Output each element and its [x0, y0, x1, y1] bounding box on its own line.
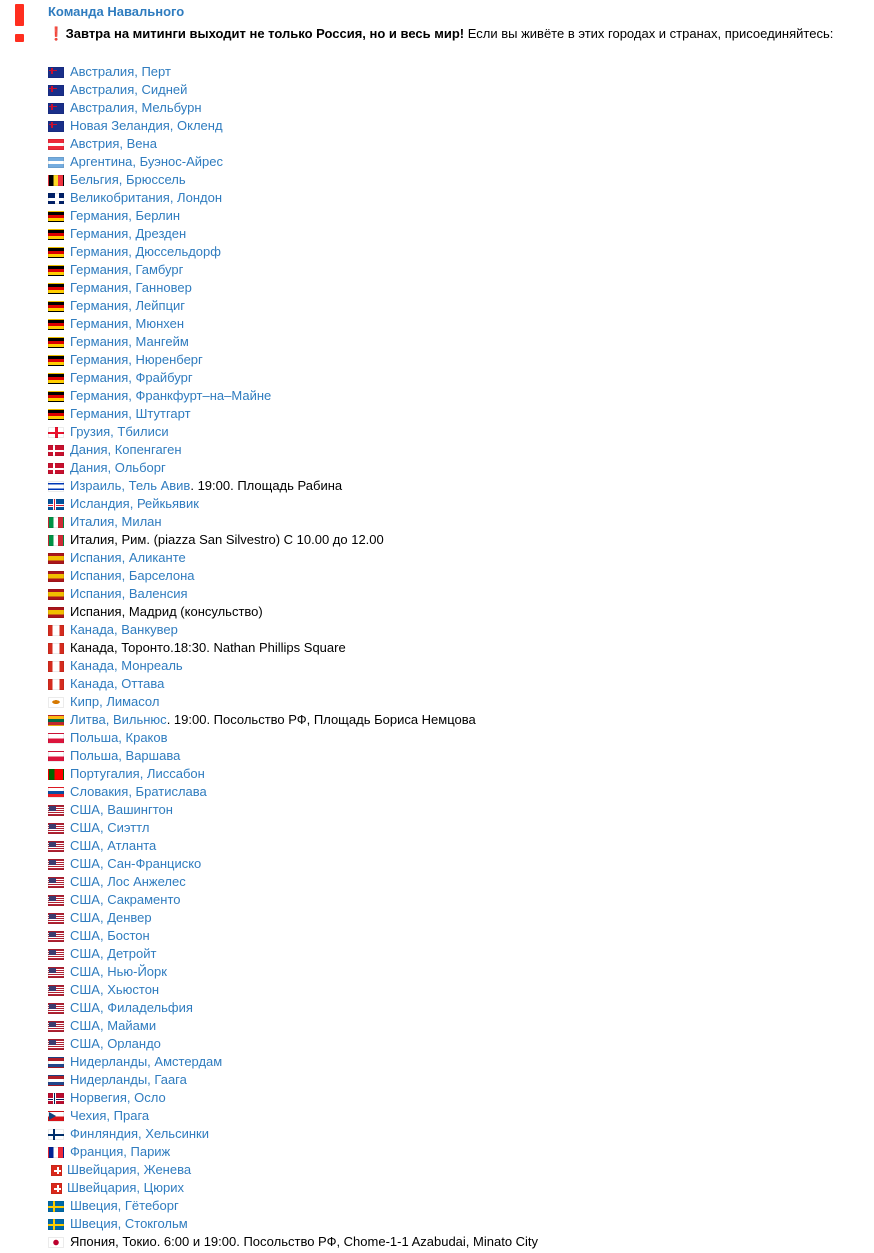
flag-de-icon	[48, 229, 64, 240]
flag-us-icon	[48, 949, 64, 960]
flag-se-icon	[48, 1219, 64, 1230]
list-item	[48, 747, 870, 765]
list-item	[48, 495, 870, 513]
city-link[interactable]: Словакия, Братислава	[70, 784, 207, 799]
list-item	[48, 873, 870, 891]
flag-it-icon	[48, 517, 64, 528]
flag-us-icon	[48, 967, 64, 978]
city-link[interactable]: Австралия, Мельбурн	[70, 100, 202, 115]
list-item	[48, 459, 870, 477]
flag-nl-icon	[48, 1075, 64, 1086]
list-item	[48, 567, 870, 585]
flag-us-icon	[48, 1039, 64, 1050]
city-link[interactable]: Германия, Фрайбург	[70, 370, 193, 385]
city-link[interactable]: США, Орландо	[70, 1036, 161, 1051]
city-link[interactable]: Кипр, Лимасол	[70, 694, 160, 709]
city-link[interactable]: США, Денвер	[70, 910, 152, 925]
flag-at-icon	[48, 139, 64, 150]
intro-bold: Завтра на митинги выходит не только Россия, но и весь мир!	[65, 26, 465, 41]
city-link[interactable]: Нидерланды, Амстердам	[70, 1054, 223, 1069]
flag-ca-icon	[48, 625, 64, 636]
list-item	[48, 225, 870, 243]
city-text: Канада, Торонто.18:30. Nathan Phillips Square	[70, 640, 346, 655]
list-item	[48, 1197, 870, 1215]
list-item	[48, 315, 870, 333]
event-details: . 19:00. Посольство РФ, Площадь Бориса Немцова	[166, 712, 476, 727]
list-item	[48, 729, 870, 747]
flag-de-icon	[48, 301, 64, 312]
city-link[interactable]: Дания, Ольборг	[70, 460, 166, 475]
list-item	[48, 549, 870, 567]
list-item	[48, 531, 870, 549]
city-link[interactable]: Дания, Копенгаген	[70, 442, 182, 457]
flag-pt-icon	[48, 769, 64, 780]
list-item	[48, 297, 870, 315]
flag-us-icon	[48, 913, 64, 924]
list-item	[48, 387, 870, 405]
flag-es-icon	[48, 607, 64, 618]
list-item	[48, 585, 870, 603]
list-item	[48, 333, 870, 351]
list-item	[48, 639, 870, 657]
city-link[interactable]: Германия, Нюренберг	[70, 352, 203, 367]
list-item	[48, 405, 870, 423]
flag-us-icon	[48, 1021, 64, 1032]
list-item	[48, 783, 870, 801]
list-item	[48, 63, 870, 81]
list-item	[48, 891, 870, 909]
intro-text: Если вы живёте в этих городах и странах, присоединяйтесь:	[464, 26, 834, 41]
sender-name[interactable]: Команда Навального	[48, 4, 185, 19]
city-text: Италия, Рим. (piazza San Silvestro) С 10.00 до 12.00	[70, 532, 384, 547]
flag-es-icon	[48, 589, 64, 600]
city-link[interactable]: Великобритания, Лондон	[70, 190, 222, 205]
exclamation-icon: ❗	[48, 26, 65, 41]
list-item	[48, 441, 870, 459]
city-link[interactable]: Австрия, Вена	[70, 136, 157, 151]
city-link[interactable]: США, Сиэттл	[70, 820, 150, 835]
flag-cz-icon	[48, 1111, 64, 1122]
flag-no-icon	[48, 1093, 64, 1104]
flag-fr-icon	[48, 1147, 64, 1158]
list-item	[48, 351, 870, 369]
flag-us-icon	[48, 895, 64, 906]
list-item	[48, 927, 870, 945]
flag-ch-icon	[51, 1165, 62, 1176]
list-item	[48, 675, 870, 693]
city-link[interactable]: США, Атланта	[70, 838, 157, 853]
flag-dk-icon	[48, 445, 64, 456]
city-link[interactable]: Германия, Мангейм	[70, 334, 189, 349]
city-link[interactable]: Литва, Вильнюс	[70, 712, 167, 727]
list-item	[48, 513, 870, 531]
city-link[interactable]: Канада, Ванкувер	[70, 622, 178, 637]
list-item	[48, 423, 870, 441]
flag-se-icon	[48, 1201, 64, 1212]
city-link[interactable]: Испания, Барселона	[70, 568, 195, 583]
list-item	[48, 189, 870, 207]
list-item	[48, 1035, 870, 1053]
flag-de-icon	[48, 247, 64, 258]
list-item	[48, 801, 870, 819]
city-link[interactable]: США, Нью-Йорк	[70, 964, 167, 979]
flag-de-icon	[48, 283, 64, 294]
list-item	[48, 261, 870, 279]
list-item	[48, 477, 870, 495]
flag-fi-icon	[48, 1129, 64, 1140]
city-link[interactable]: США, Детройт	[70, 946, 157, 961]
message-intro	[48, 25, 870, 43]
list-item	[48, 603, 870, 621]
message	[48, 3, 870, 1251]
flag-de-icon	[48, 355, 64, 366]
city-link[interactable]: Израиль, Тель Авив	[70, 478, 191, 493]
list-item	[48, 1053, 870, 1071]
list-item	[48, 171, 870, 189]
flag-de-icon	[48, 265, 64, 276]
list-item	[48, 243, 870, 261]
city-link[interactable]: США, Вашингтон	[70, 802, 173, 817]
flag-de-icon	[48, 409, 64, 420]
city-link[interactable]: Швеция, Гётеборг	[70, 1198, 179, 1213]
flag-ca-icon	[48, 643, 64, 654]
flag-nz-icon	[48, 121, 64, 132]
city-link[interactable]: Германия, Франкфурт–на–Майне	[70, 388, 272, 403]
city-link[interactable]: США, Майами	[70, 1018, 157, 1033]
list-item	[48, 837, 870, 855]
city-link[interactable]: Чехия, Прага	[70, 1108, 150, 1123]
city-link[interactable]: Франция, Париж	[70, 1144, 171, 1159]
flag-be-icon	[48, 175, 64, 186]
flag-ca-icon	[48, 661, 64, 672]
flag-dk-icon	[48, 463, 64, 474]
flag-es-icon	[48, 571, 64, 582]
list-item	[48, 99, 870, 117]
list-item	[48, 693, 870, 711]
city-link[interactable]: Финляндия, Хельсинки	[70, 1126, 209, 1141]
list-item	[48, 279, 870, 297]
flag-jp-icon	[48, 1237, 64, 1248]
city-text: Япония, Токио. 6:00 и 19:00. Посольство РФ, Chome-1-1 Azabudai, Minato City	[70, 1234, 539, 1249]
list-item	[48, 1071, 870, 1089]
list-item	[48, 1125, 870, 1143]
city-link[interactable]: Швеция, Стокгольм	[70, 1216, 188, 1231]
city-link[interactable]: Германия, Берлин	[70, 208, 181, 223]
city-link[interactable]: Испания, Аликанте	[70, 550, 186, 565]
flag-cy-icon	[48, 697, 64, 708]
list-item	[48, 81, 870, 99]
list-item	[48, 207, 870, 225]
flag-au-icon	[48, 67, 64, 78]
flag-ge-icon	[48, 427, 64, 438]
list-item	[48, 135, 870, 153]
city-link[interactable]: Германия, Гамбург	[70, 262, 184, 277]
flag-us-icon	[48, 985, 64, 996]
city-link[interactable]: Новая Зеландия, Окленд	[70, 118, 223, 133]
list-item	[48, 1179, 870, 1197]
city-link[interactable]: Нидерланды, Гаага	[70, 1072, 187, 1087]
city-link[interactable]: США, Сан-Франциско	[70, 856, 202, 871]
flag-us-icon	[48, 805, 64, 816]
flag-us-icon	[48, 1003, 64, 1014]
flag-pl-icon	[48, 751, 64, 762]
city-link[interactable]: Канада, Оттава	[70, 676, 165, 691]
list-item	[48, 1233, 870, 1251]
city-link[interactable]: Испания, Валенсия	[70, 586, 188, 601]
flag-gb-icon	[48, 193, 64, 204]
list-item	[48, 1107, 870, 1125]
flag-il-icon	[48, 481, 64, 492]
city-text: Испания, Мадрид (консульство)	[70, 604, 263, 619]
list-item	[48, 711, 870, 729]
flag-au-icon	[48, 103, 64, 114]
city-link[interactable]: США, Бостон	[70, 928, 150, 943]
list-item	[48, 1089, 870, 1107]
list-item	[48, 1017, 870, 1035]
city-link[interactable]: Австралия, Перт	[70, 64, 171, 79]
city-link[interactable]: Германия, Дюссельдорф	[70, 244, 221, 259]
city-link[interactable]: Швейцария, Женева	[67, 1162, 192, 1177]
list-item	[48, 1143, 870, 1161]
flag-nl-icon	[48, 1057, 64, 1068]
city-link[interactable]: Австралия, Сидней	[70, 82, 188, 97]
flag-ca-icon	[48, 679, 64, 690]
city-link[interactable]: Германия, Ганновер	[70, 280, 192, 295]
exclamation-dot	[15, 34, 24, 42]
list-item	[48, 369, 870, 387]
list-item	[48, 819, 870, 837]
flag-au-icon	[48, 85, 64, 96]
list-item	[48, 855, 870, 873]
city-link[interactable]: Аргентина, Буэнос-Айрес	[70, 154, 223, 169]
flag-is-icon	[48, 499, 64, 510]
list-item	[48, 999, 870, 1017]
list-item	[48, 765, 870, 783]
city-link[interactable]: Канада, Монреаль	[70, 658, 183, 673]
city-link[interactable]: Бельгия, Брюссель	[70, 172, 186, 187]
flag-sk-icon	[48, 787, 64, 798]
list-item	[48, 153, 870, 171]
flag-us-icon	[48, 859, 64, 870]
city-link[interactable]: Германия, Дрезден	[70, 226, 187, 241]
city-link[interactable]: Германия, Штутгарт	[70, 406, 191, 421]
flag-ch-icon	[51, 1183, 62, 1194]
city-link[interactable]: Германия, Лейпциг	[70, 298, 186, 313]
flag-de-icon	[48, 211, 64, 222]
flag-de-icon	[48, 391, 64, 402]
list-item	[48, 963, 870, 981]
city-link[interactable]: США, Сакраменто	[70, 892, 181, 907]
flag-lt-icon	[48, 715, 64, 726]
list-item	[48, 117, 870, 135]
list-item	[48, 1215, 870, 1233]
city-link[interactable]: Грузия, Тбилиси	[70, 424, 169, 439]
flag-es-icon	[48, 553, 64, 564]
exclamation-bar	[15, 4, 24, 26]
city-link[interactable]: Исландия, Рейкьявик	[70, 496, 199, 511]
flag-it-icon	[48, 535, 64, 546]
flag-de-icon	[48, 337, 64, 348]
flag-us-icon	[48, 823, 64, 834]
flag-pl-icon	[48, 733, 64, 744]
flag-de-icon	[48, 373, 64, 384]
flag-us-icon	[48, 841, 64, 852]
city-link[interactable]: Германия, Мюнхен	[70, 316, 185, 331]
flag-us-icon	[48, 931, 64, 942]
flag-us-icon	[48, 877, 64, 888]
list-item	[48, 909, 870, 927]
city-link[interactable]: Польша, Краков	[70, 730, 168, 745]
city-link[interactable]: Норвегия, Осло	[70, 1090, 166, 1105]
list-item	[48, 981, 870, 999]
list-item	[48, 1161, 870, 1179]
city-link[interactable]: Италия, Милан	[70, 514, 162, 529]
list-item	[48, 621, 870, 639]
city-link[interactable]: Португалия, Лиссабон	[70, 766, 205, 781]
city-link[interactable]: США, Лос Анжелес	[70, 874, 186, 889]
flag-ar-icon	[48, 157, 64, 168]
city-link[interactable]: Швейцария, Цюрих	[67, 1180, 184, 1195]
list-item	[48, 657, 870, 675]
channel-avatar[interactable]	[14, 4, 26, 42]
event-details: . 19:00. Площадь Рабина	[190, 478, 343, 493]
city-link[interactable]: Польша, Варшава	[70, 748, 181, 763]
list-item	[48, 945, 870, 963]
flag-de-icon	[48, 319, 64, 330]
city-link[interactable]: США, Филадельфия	[70, 1000, 193, 1015]
city-link[interactable]: США, Хьюстон	[70, 982, 160, 997]
city-list	[48, 63, 870, 1251]
